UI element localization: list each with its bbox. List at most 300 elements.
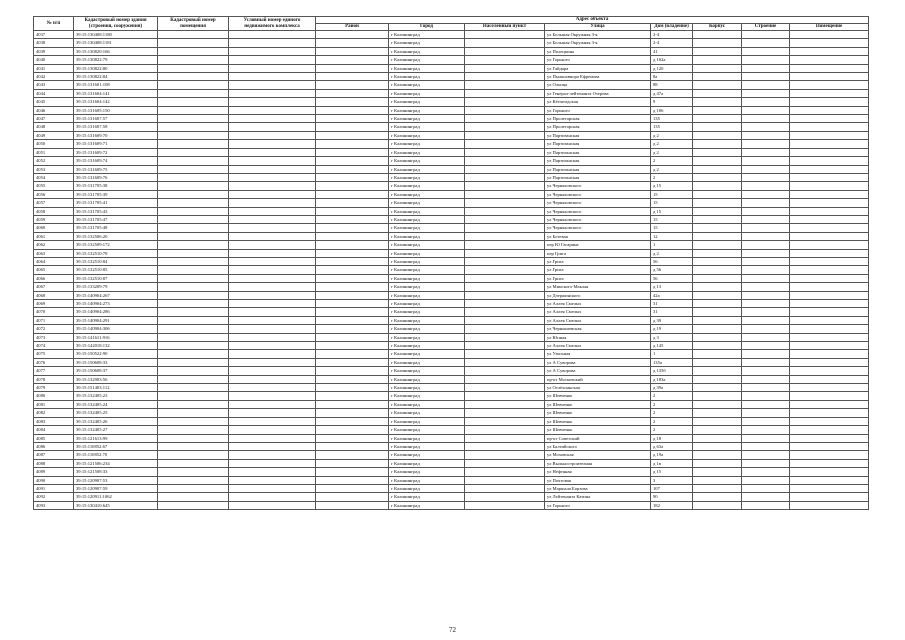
cell-cadastral: 39:15:131705:43 [74,207,158,215]
cell-korpus [693,484,742,492]
cell-house: д 162а [651,56,693,64]
cell-city: г Калининград [389,98,465,106]
cell-conditional [229,89,316,97]
cell-district [316,476,389,484]
cell-conditional [229,283,316,291]
cell-conditional [229,115,316,123]
cell-building [742,484,790,492]
cell-cadastral: 39:15:132903:56 [74,375,158,383]
cell-cadastral: 39:15:150522:90 [74,350,158,358]
cell-no: 4066 [34,274,74,282]
cell-street: ул Выльностроителная [545,459,651,467]
cell-no: 4086 [34,442,74,450]
cell-premises [790,501,869,509]
cell-no: 4068 [34,291,74,299]
cell-korpus [693,409,742,417]
cell-korpus [693,350,742,358]
cell-room [158,434,229,442]
cell-cadastral: 39:15:120911:1062 [74,493,158,501]
cell-cadastral: 39:15:131604:142 [74,98,158,106]
table-row [34,199,869,207]
cell-conditional [229,182,316,190]
cell-no: 4076 [34,358,74,366]
cell-city: г Калининград [389,283,465,291]
cell-no: 4071 [34,316,74,324]
cell-street: ул Полецкина [545,47,651,55]
table-row [34,123,869,131]
cell-street: ул Черняховского [545,199,651,207]
cell-korpus [693,131,742,139]
cell-building [742,417,790,425]
cell-conditional [229,39,316,47]
cell-settlement [465,232,545,240]
cell-cadastral: 39:15:150608:37 [74,367,158,375]
cell-premises [790,148,869,156]
cell-room [158,308,229,316]
cell-conditional [229,157,316,165]
cell-house: 1 [651,241,693,249]
cell-premises [790,308,869,316]
cell-no: 4051 [34,148,74,156]
cell-room [158,257,229,265]
cell-street: ул Почтовая [545,476,651,484]
cell-district [316,325,389,333]
cell-cadastral: 39:15:132405:26 [74,417,158,425]
cell-district [316,501,389,509]
cell-cadastral: 39:15:131705:47 [74,215,158,223]
cell-building [742,39,790,47]
cell-city: г Калининград [389,400,465,408]
cell-district [316,300,389,308]
cell-settlement [465,89,545,97]
cell-conditional [229,308,316,316]
cell-room [158,342,229,350]
cell-settlement [465,325,545,333]
cell-settlement [465,358,545,366]
table-row [34,476,869,484]
cell-settlement [465,316,545,324]
table-row [34,131,869,139]
cell-district [316,106,389,114]
registry-table [33,16,869,510]
cell-building [742,140,790,148]
cell-city: г Калининград [389,501,465,509]
cell-settlement [465,241,545,249]
cell-building [742,190,790,198]
cell-conditional [229,131,316,139]
cell-premises [790,182,869,190]
cell-street: ул Ботевая [545,232,651,240]
cell-house: д 135б [651,367,693,375]
cell-house: д 15 [651,468,693,476]
cell-street: ул Горького [545,106,651,114]
cell-conditional [229,274,316,282]
table-row [34,207,869,215]
cell-house: д 39а [651,384,693,392]
cell-conditional [229,300,316,308]
cell-city: г Калининград [389,140,465,148]
cell-cadastral: 39:15:131609:72 [74,148,158,156]
cell-korpus [693,190,742,198]
cell-no: 4080 [34,392,74,400]
table-row [34,165,869,173]
cell-street: ул Партизанская [545,148,651,156]
cell-settlement [465,484,545,492]
cell-city: г Калининград [389,47,465,55]
cell-city: г Калининград [389,73,465,81]
cell-premises [790,417,869,425]
table-row [34,442,869,450]
cell-building [742,333,790,341]
cell-house: д 47а [651,89,693,97]
cell-room [158,468,229,476]
cell-house: 42а [651,291,693,299]
cell-settlement [465,64,545,72]
cell-korpus [693,274,742,282]
header-house: Дом (владение) [651,24,693,31]
cell-building [742,257,790,265]
cell-room [158,182,229,190]
table-row [34,81,869,89]
cell-korpus [693,434,742,442]
cell-building [742,81,790,89]
cell-cadastral: 39:15:131604:141 [74,89,158,97]
cell-premises [790,367,869,375]
cell-conditional [229,148,316,156]
cell-conditional [229,367,316,375]
cell-korpus [693,451,742,459]
cell-no: 4054 [34,173,74,181]
cell-cadastral: 39:15:130820:166 [74,47,158,55]
cell-city: г Калининград [389,182,465,190]
cell-building [742,442,790,450]
cell-korpus [693,98,742,106]
cell-building [742,115,790,123]
cell-premises [790,459,869,467]
cell-korpus [693,249,742,257]
cell-room [158,316,229,324]
cell-district [316,64,389,72]
cell-premises [790,31,869,39]
cell-room [158,115,229,123]
cell-conditional [229,241,316,249]
cell-no: 4089 [34,468,74,476]
table-row [34,342,869,350]
cell-settlement [465,333,545,341]
cell-city: г Калининград [389,291,465,299]
cell-settlement [465,148,545,156]
cell-house: 9 [651,98,693,106]
cell-no: 4065 [34,266,74,274]
table-row [34,106,869,114]
cell-conditional [229,106,316,114]
cell-conditional [229,173,316,181]
cell-district [316,182,389,190]
cell-room [158,417,229,425]
cell-conditional [229,199,316,207]
cell-premises [790,392,869,400]
cell-conditional [229,350,316,358]
cell-room [158,98,229,106]
cell-street: ул Шевченко [545,426,651,434]
cell-conditional [229,333,316,341]
cell-no: 4040 [34,56,74,64]
cell-korpus [693,493,742,501]
cell-room [158,241,229,249]
cell-district [316,257,389,265]
cell-conditional [229,325,316,333]
cell-room [158,215,229,223]
cell-cadastral: 39:15:131601:108 [74,81,158,89]
cell-korpus [693,333,742,341]
cell-conditional [229,224,316,232]
cell-building [742,283,790,291]
table-row [34,266,869,274]
cell-korpus [693,459,742,467]
cell-building [742,266,790,274]
cell-premises [790,283,869,291]
cell-no: 4048 [34,123,74,131]
cell-city: г Калининград [389,232,465,240]
cell-city: г Калининград [389,224,465,232]
cell-building [742,64,790,72]
cell-room [158,375,229,383]
cell-district [316,131,389,139]
cell-cadastral: 39:15:131609:70 [74,131,158,139]
table-row [34,426,869,434]
cell-cadastral: 39:15:151403:112 [74,384,158,392]
cell-premises [790,115,869,123]
cell-settlement [465,249,545,257]
cell-house: 41 [651,47,693,55]
cell-premises [790,358,869,366]
table-row [34,182,869,190]
table-row [34,501,869,509]
cell-district [316,199,389,207]
cell-street: ул Черняховского [545,224,651,232]
cell-cadastral: 39:15:140904:286 [74,308,158,316]
cell-premises [790,123,869,131]
table-row [34,173,869,181]
table-row [34,98,869,106]
cell-premises [790,316,869,324]
cell-premises [790,140,869,148]
cell-street: ул Узкоьная [545,350,651,358]
cell-settlement [465,81,545,89]
cell-district [316,165,389,173]
cell-building [742,451,790,459]
cell-cadastral: 39:15:132510:84 [74,257,158,265]
cell-building [742,358,790,366]
cell-room [158,266,229,274]
cell-no: 4050 [34,140,74,148]
table-row [34,300,869,308]
cell-conditional [229,501,316,509]
cell-street: ул Юпная [545,333,651,341]
cell-city: г Калининград [389,173,465,181]
cell-premises [790,56,869,64]
cell-city: г Калининград [389,375,465,383]
cell-district [316,316,389,324]
cell-district [316,333,389,341]
cell-city: г Калининград [389,39,465,47]
cell-house: 8а [651,73,693,81]
cell-settlement [465,434,545,442]
cell-street: ул Лейтенанта Катина [545,493,651,501]
cell-settlement [465,224,545,232]
document-page [33,16,868,510]
cell-cadastral: 39:15:150608:33 [74,358,158,366]
cell-room [158,165,229,173]
cell-no: 4043 [34,81,74,89]
cell-city: г Калининград [389,426,465,434]
cell-premises [790,426,869,434]
cell-street: ул Аллея Смелых [545,300,651,308]
cell-conditional [229,434,316,442]
cell-settlement [465,392,545,400]
table-row [34,350,869,358]
cell-district [316,56,389,64]
cell-korpus [693,232,742,240]
table-row [34,308,869,316]
cell-korpus [693,283,742,291]
cell-house: 2 [651,409,693,417]
cell-room [158,300,229,308]
cell-building [742,426,790,434]
table-body [34,31,869,510]
cell-korpus [693,123,742,131]
cell-premises [790,484,869,492]
cell-no: 4083 [34,417,74,425]
cell-building [742,215,790,223]
cell-street: ул Шевченко [545,417,651,425]
cell-district [316,358,389,366]
cell-conditional [229,291,316,299]
cell-no: 4092 [34,493,74,501]
cell-building [742,392,790,400]
cell-cadastral: 39:15:140904:291 [74,316,158,324]
cell-house: д 3 [651,333,693,341]
cell-city: г Калининград [389,451,465,459]
cell-city: г Калининград [389,459,465,467]
cell-premises [790,468,869,476]
table-row [34,367,869,375]
cell-district [316,123,389,131]
header-korpus: Корпус [693,24,742,31]
header-building: Строение [742,24,790,31]
cell-room [158,47,229,55]
cell-house: 15 [651,215,693,223]
cell-premises [790,157,869,165]
cell-cadastral: 39:15:140904:306 [74,325,158,333]
table-row [34,232,869,240]
cell-no: 4088 [34,459,74,467]
cell-city: г Калининград [389,358,465,366]
table-row [34,274,869,282]
table-row [34,140,869,148]
cell-room [158,190,229,198]
cell-district [316,190,389,198]
cell-room [158,39,229,47]
cell-korpus [693,182,742,190]
cell-district [316,409,389,417]
cell-building [742,308,790,316]
cell-district [316,350,389,358]
table-row [34,409,869,417]
cell-room [158,199,229,207]
cell-house: 15 [651,199,693,207]
cell-conditional [229,140,316,148]
table-row [34,291,869,299]
cell-conditional [229,426,316,434]
cell-city: г Калининград [389,342,465,350]
cell-room [158,106,229,114]
header-district: Район [316,24,389,31]
cell-korpus [693,157,742,165]
cell-house: 2-4 [651,39,693,47]
cell-room [158,501,229,509]
cell-korpus [693,501,742,509]
page-number: 72 [449,626,456,634]
cell-street: ул Кёгштадская [545,98,651,106]
cell-cadastral: 39:15:121506:234 [74,459,158,467]
cell-district [316,400,389,408]
cell-conditional [229,190,316,198]
cell-city: г Калининград [389,392,465,400]
table-row [34,89,869,97]
table-row [34,484,869,492]
cell-korpus [693,81,742,89]
header-settlement: Населенный пункт [465,24,545,31]
cell-no: 4052 [34,157,74,165]
cell-cadastral: 39:15:130822:84 [74,73,158,81]
cell-settlement [465,308,545,316]
cell-conditional [229,442,316,450]
cell-city: г Калининград [389,207,465,215]
table-row [34,241,869,249]
cell-room [158,56,229,64]
cell-city: г Калининград [389,148,465,156]
cell-cadastral: 39:15:130410:645 [74,501,158,509]
cell-premises [790,274,869,282]
table-row [34,325,869,333]
cell-cadastral: 39:15:130822:79 [74,56,158,64]
cell-no: 4038 [34,39,74,47]
cell-building [742,468,790,476]
cell-premises [790,451,869,459]
cell-premises [790,47,869,55]
cell-cadastral: 39:15:132510:85 [74,266,158,274]
cell-house: 1 [651,350,693,358]
cell-settlement [465,140,545,148]
cell-house: 2 [651,173,693,181]
cell-building [742,241,790,249]
table-row [34,316,869,324]
cell-building [742,501,790,509]
cell-house: д 1в [651,459,693,467]
cell-room [158,31,229,39]
cell-city: г Калининград [389,89,465,97]
cell-korpus [693,400,742,408]
cell-building [742,173,790,181]
cell-korpus [693,224,742,232]
cell-korpus [693,266,742,274]
cell-city: г Калининград [389,409,465,417]
cell-korpus [693,308,742,316]
cell-street: ул Дзержинского [545,291,651,299]
table-row [34,375,869,383]
cell-house: 88 [651,81,693,89]
